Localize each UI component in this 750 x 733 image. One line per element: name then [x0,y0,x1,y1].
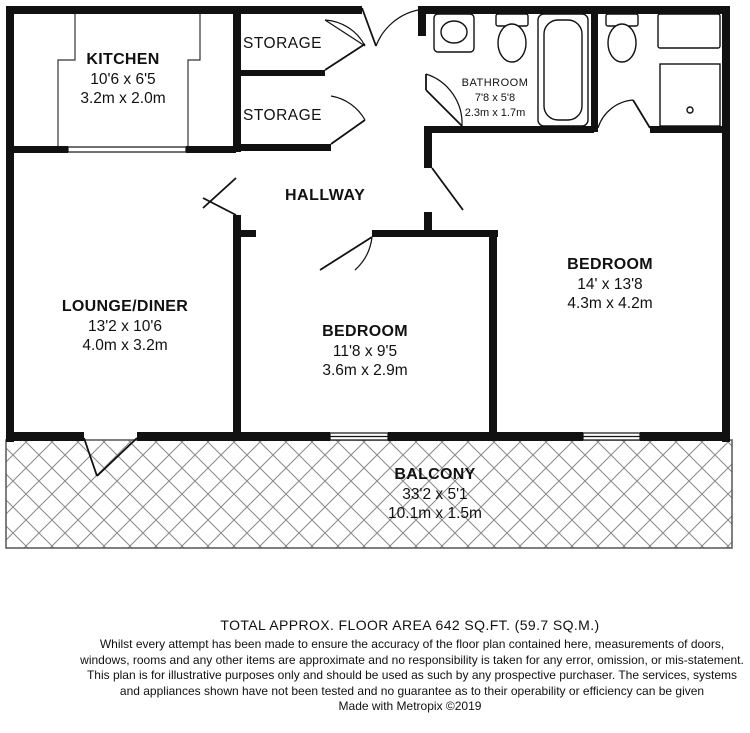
lounge-imperial: 13'2 x 10'6 [87,318,162,335]
storage-2-label: STORAGE [243,107,323,124]
total-floor-area: TOTAL APPROX. FLOOR AREA 642 SQ.FT. (59.7 SQ.M.) [220,617,600,633]
kitchen-imperial: 10'6 x 6'5 [90,71,156,88]
bedroom-2-metric: 3.6m x 2.9m [322,362,408,380]
credit-text: Made with Metropix ©2019 [338,699,482,713]
bedroom-2-imperial: 11'8 x 9'5 [332,343,398,360]
kitchen-metric: 3.2m x 2.0m [80,90,166,108]
bedroom-2-name: BEDROOM [322,323,408,340]
bedroom-2-label [300,322,430,381]
bathroom-imperial: 7'8 x 5'8 [474,91,516,104]
footer [0,617,750,713]
balcony-label [370,465,500,524]
lounge-name: LOUNGE/DINER [61,298,189,315]
disclaimer-text: Whilst every attempt has been made to ensure the accuracy of the floor plan contained here, measurements of doors, windows, rooms and any other items are approximate and no responsibility is taken for any error, omission, or mis-statement. This plan is for illustrative purposes only and should be used as such by any prospective purchaser. The services, systems and appliances shown have not been tested and no guarantee as to their operability or efficiency can be given [80,637,744,698]
bedroom-1-name: BEDROOM [567,256,653,273]
balcony-area [6,440,732,548]
lounge-label [40,297,210,356]
kitchen-label [58,50,188,109]
bedroom-1-imperial: 14' x 13'8 [577,276,643,293]
bathroom-name: BATHROOM [461,77,529,89]
balcony-metric: 10.1m x 1.5m [388,505,482,523]
balcony-name: BALCONY [394,466,476,483]
balcony-imperial: 33'2 x 5'1 [402,486,468,503]
bedroom-1-label [545,255,675,314]
kitchen-name: KITCHEN [86,51,160,68]
storage-1-label: STORAGE [243,35,323,52]
lounge-metric: 4.0m x 3.2m [82,337,168,355]
bedroom-1-metric: 4.3m x 4.2m [567,295,653,313]
hallway-label: HALLWAY [285,187,366,204]
bathroom-metric: 2.3m x 1.7m [464,106,526,119]
bathroom-label [450,76,540,121]
